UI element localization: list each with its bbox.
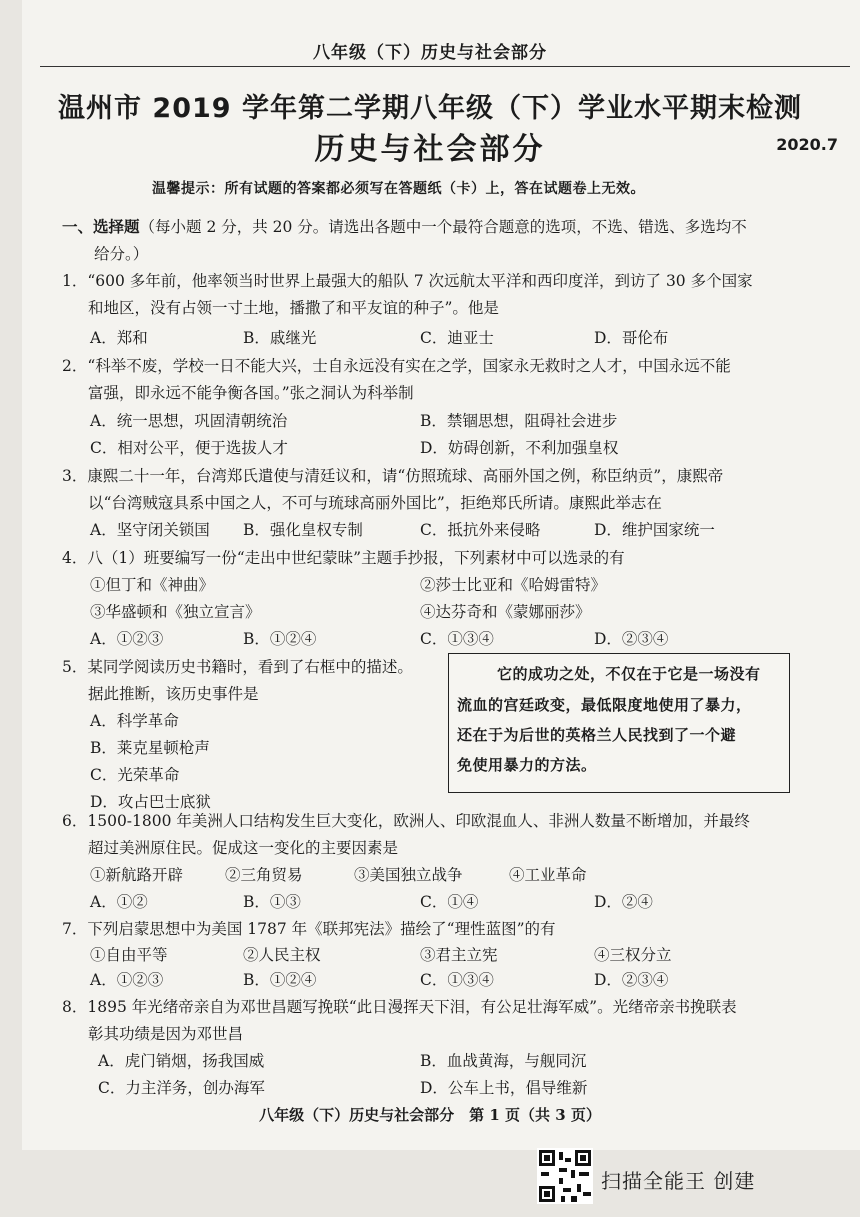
q5-option-c: C．光荣革命 [90,766,180,784]
page-header: 八年级（下）历史与社会部分 [313,43,547,63]
q6-item-2: ②三角贸易 [225,866,303,884]
q5-option-a: A．科学革命 [90,712,179,730]
warm-tip: 温馨提示：所有试题的答案都必须写在答题纸（卡）上，答在试题卷上无效。 [152,181,645,197]
q6-option-a: A．①② [90,893,148,911]
q1-option-d: D．哥伦布 [594,329,669,347]
q2-stem-2: 富强，即永远不能争衡各国。”张之洞认为科举制 [88,384,414,402]
quote-line-2: 流血的宫廷政变，最低限度地使用了暴力， [457,696,752,714]
q2-stem-1: 2．“科举不废，学校一日不能大兴，士自永远没有实在之学，国家永无救时之人才，中国永远不能 [62,357,731,375]
section-instructions: 给分。） [94,245,149,263]
q7-item-3: ③君主立宪 [420,946,498,964]
exam-date: 2020.7 [776,135,838,154]
q8-stem-1: 8．1895 年光绪帝亲自为邓世昌题写挽联“此日漫挥天下泪，有公足壮海军威”。光绪帝亲书挽联表 [62,998,737,1016]
q6-item-3: ③美国独立战争 [354,866,463,884]
quote-line-4: 免使用暴力的方法。 [457,756,597,774]
q6-option-d: D．②④ [594,893,653,911]
section-heading: 一、选择题（每小题 2 分，共 20 分。请选出各题中一个最符合题意的选项，不选、错选、多选均不 [62,217,747,236]
q6-option-b: B．①③ [243,893,301,911]
header-divider [40,66,850,67]
q8-option-c: C．力主洋务，创办海军 [98,1079,265,1097]
q8-stem-2: 彰其功绩是因为邓世昌 [88,1025,244,1043]
quote-line-3: 还在于为后世的英格兰人民找到了一个避 [457,726,737,744]
q1-stem-1: 1．“600 多年前，他率领当时世界上最强大的船队 7 次远航太平洋和西印度洋，到访了 30 多个国家 [62,272,753,290]
q7-option-a: A．①②③ [90,971,164,989]
scanner-watermark: 扫描全能王 创建 [601,1169,756,1193]
q5-option-d: D．攻占巴士底狱 [90,793,211,811]
q7-stem: 7．下列启蒙思想中为美国 1787 年《联邦宪法》描绘了“理性蓝图”的有 [62,920,556,938]
q8-option-a: A．虎门销烟，扬我国威 [98,1052,265,1070]
q4-item-3: ③华盛顿和《独立宣言》 [90,603,261,621]
q6-option-c: C．①④ [420,893,479,911]
q7-item-2: ②人民主权 [243,946,321,964]
q1-option-a: A．郑和 [90,329,148,347]
q8-option-b: B．血战黄海，与舰同沉 [420,1052,587,1070]
q1-option-b: B．戚继光 [243,329,317,347]
q2-option-c: C．相对公平，便于选拔人才 [90,439,288,457]
q3-option-a: A．坚守闭关锁国 [90,521,210,539]
q3-option-b: B．强化皇权专制 [243,521,363,539]
q3-option-c: C．抵抗外来侵略 [420,521,541,539]
page-footer: 八年级（下）历史与社会部分 第 1 页（共 3 页） [259,1106,601,1124]
q7-option-b: B．①②④ [243,971,317,989]
q6-item-4: ④工业革命 [509,866,587,884]
q3-option-d: D．维护国家统一 [594,521,715,539]
q7-option-d: D．②③④ [594,971,669,989]
exam-subtitle: 历史与社会部分 [314,132,546,167]
q1-option-c: C．迪亚士 [420,329,494,347]
q5-stem-2: 据此推断，该历史事件是 [88,685,259,703]
q6-item-1: ①新航路开辟 [90,866,184,884]
q8-option-d: D．公车上书，倡导维新 [420,1079,588,1097]
exam-title: 温州市 2019 学年第二学期八年级（下）学业水平期末检测 [58,93,802,124]
q3-stem-1: 3．康熙二十一年，台湾郑氏遣使与清廷议和，请“仿照琉球、高丽外国之例，称臣纳贡”，康熙帝 [62,467,724,485]
quote-line-1: 它的成功之处，不仅在于它是一场没有 [497,665,761,683]
q7-item-1: ①自由平等 [90,946,168,964]
q6-stem-1: 6．1500-1800 年美洲人口结构发生巨大变化，欧洲人、印欧混血人、非洲人数量不断增加，并最终 [62,812,750,830]
q5-option-b: B．莱克星顿枪声 [90,739,210,757]
q2-option-d: D．妨碍创新，不利加强皇权 [420,439,619,457]
qr-code-icon [537,1148,593,1204]
q3-stem-2: 以“台湾贼寇具系中国之人，不可与琉球高丽外国比”，拒绝郑氏所请。康熙此举志在 [88,494,662,512]
q1-stem-2: 和地区，没有占领一寸土地，播撒了和平友谊的种子”。他是 [88,299,499,317]
q4-stem: 4．八（1）班要编写一份“走出中世纪蒙昧”主题手抄报，下列素材中可以选录的有 [62,549,625,567]
q2-option-a: A．统一思想，巩固清朝统治 [90,412,288,430]
q4-option-c: C．①③④ [420,630,494,648]
q7-option-c: C．①③④ [420,971,494,989]
q4-item-2: ②莎士比亚和《哈姆雷特》 [420,576,607,594]
q4-item-4: ④达芬奇和《蒙娜丽莎》 [420,603,591,621]
q6-stem-2: 超过美洲原住民。促成这一变化的主要因素是 [88,839,399,857]
q2-option-b: B．禁锢思想，阻碍社会进步 [420,412,618,430]
q4-option-b: B．①②④ [243,630,317,648]
q7-item-4: ④三权分立 [594,946,672,964]
q4-item-1: ①但丁和《神曲》 [90,576,215,594]
q4-option-d: D．②③④ [594,630,669,648]
q5-quote-box [448,653,790,793]
q4-option-a: A．①②③ [90,630,164,648]
q5-stem-1: 5．某同学阅读历史书籍时，看到了右框中的描述。 [62,658,413,676]
